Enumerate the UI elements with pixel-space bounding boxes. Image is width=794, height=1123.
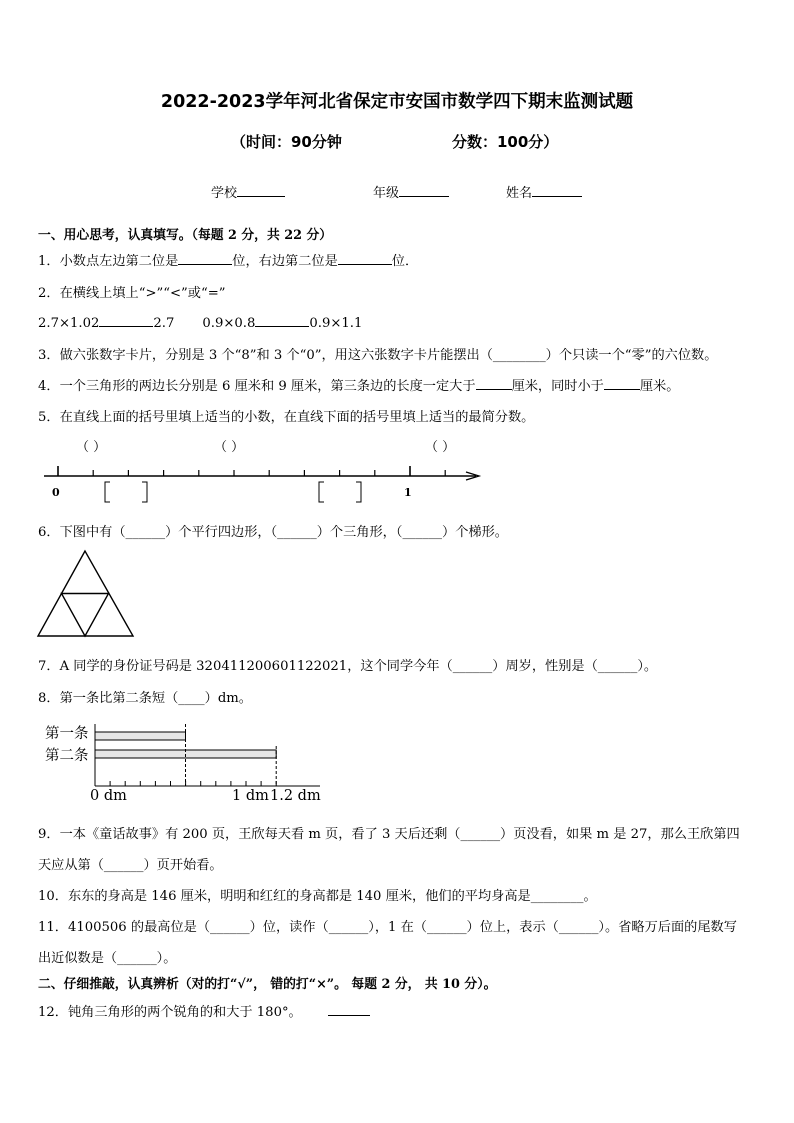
score-info: 分数：100分） xyxy=(452,133,559,151)
top-bracket: （ ） xyxy=(214,440,245,455)
axis-label-0: 0 dm xyxy=(90,788,127,804)
question-11-line-1: 11．4100506 的最高位是（______）位，读作（______），1 在（______）位上，表示（______）。省略万后面的尾数写 xyxy=(38,920,737,935)
question-11-line-2: 出近似数是（______）。 xyxy=(38,951,177,966)
top-bracket: （ ） xyxy=(425,440,456,455)
answer-blank[interactable] xyxy=(328,1002,370,1016)
triangle-figure xyxy=(36,548,138,640)
axis-label-1: 1 dm xyxy=(232,788,269,804)
question-2-items: 2.7×1.02 2.7 0.9×0.8 0.9×1.1 xyxy=(38,313,362,331)
question-8: 8．第一条比第二条短（____）dm。 xyxy=(38,691,252,706)
question-10: 10．东东的身高是 146 厘米，明明和红红的身高都是 140 厘米，他们的平均身高是________。 xyxy=(38,889,597,904)
page-title: 2022-2023学年河北省保定市安国市数学四下期末监测试题 xyxy=(160,92,634,112)
grade-field[interactable]: 年级 xyxy=(373,182,449,201)
bar-comparison xyxy=(0,718,794,808)
question-5: 5．在直线上面的括号里填上适当的小数，在直线下面的括号里填上适当的最简分数。 xyxy=(38,410,535,425)
question-1: 1．小数点左边第二位是 位，右边第二位是 位． xyxy=(38,250,418,269)
time-info: （时间：90分钟 xyxy=(231,133,342,151)
question-3: 3．做六张数字卡片，分别是 3 个“8”和 3 个“0”，用这六张数字卡片能摆出（________）个只读一个“零”的六位数。 xyxy=(38,348,718,363)
question-6: 6．下图中有（______）个平行四边形，（______）个三角形，（______）个梯形。 xyxy=(38,525,508,540)
label-one: 1 xyxy=(404,486,412,499)
section-1-heading: 一、用心思考，认真填写。（每题 2 分，共 22 分） xyxy=(38,228,333,243)
question-7: 7．A 同学的身份证号码是 320411200601122021，这个同学今年（______）周岁，性别是（______）。 xyxy=(38,659,658,674)
second-bar-label: 第二条 xyxy=(45,748,89,764)
number-line xyxy=(0,430,794,510)
question-12: 12．钝角三角形的两个锐角的和大于 180°。 xyxy=(38,1001,370,1020)
section-2-heading: 二、仔细推敲，认真辨析（对的打“√”， 错的打“×”。 每题 2 分， 共 10 分）。 xyxy=(38,977,497,992)
question-9-line-2: 天应从第（______）页开始看。 xyxy=(38,858,223,873)
top-bracket: （ ） xyxy=(76,440,107,455)
first-bar-label: 第一条 xyxy=(45,726,89,742)
axis-label-12: 1.2 dm xyxy=(270,788,321,804)
school-field[interactable]: 学校 xyxy=(211,182,285,201)
first-bar xyxy=(95,732,186,740)
question-4: 4．一个三角形的两边长分别是 6 厘米和 9 厘米，第三条边的长度一定大于 厘米，同时小于 厘米。 xyxy=(38,375,679,394)
name-field[interactable]: 姓名 xyxy=(506,182,582,201)
label-zero: 0 xyxy=(52,486,60,499)
question-9-line-1: 9．一本《童话故事》有 200 页，王欣每天看 m 页，看了 3 天后还剩（______）页没看，如果 m 是 27，那么王欣第四 xyxy=(38,827,740,842)
question-2: 2．在横线上填上“>”“<”或“=” xyxy=(38,286,226,301)
